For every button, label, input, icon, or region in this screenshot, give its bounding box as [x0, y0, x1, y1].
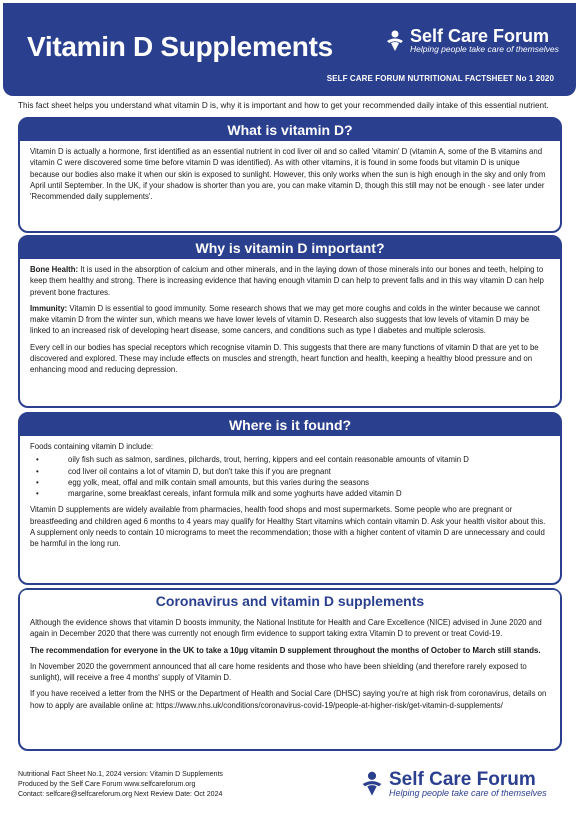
label-bone-health: Bone Health: — [30, 265, 79, 274]
paragraph-supplements: Vitamin D supplements are widely available from pharmacies, health food shops and most supermarkets. Some people who are pregnant or breastfeeding and children aged 6 months to 4 years may qualify for Healthy Start vitamins which contain vitamin D. Ask your health visitor about this. A supplement only needs to contain 10 micrograms to meet the recommendation; those with a higher content of vitamin D are unnecessary and could be harmful in the long run. — [30, 505, 546, 549]
section-why-important — [18, 235, 562, 408]
paragraph-immunity — [30, 303, 551, 337]
footer-line: Nutritional Fact Sheet No.1, 2024 version: Vitamin D Supplements — [18, 771, 223, 778]
paragraph: In November 2020 the government announced that all care home residents and those who have been shielding (and therefore rarely exposed to sunlight), will receive a free 4 months' supply of Vitamin D. — [30, 661, 527, 683]
section-what-is — [18, 117, 562, 233]
text-immunity: Vitamin D is essential to good immunity. Some research shows that we may get more coughs and colds in the winter because we cannot make vitamin D from the winter sun, which means we have lower levels of vitamin D. Research also suggests that low levels of vitamin D may be linked to an increased risk of developing heart disease, some cancers, and conditions such as type I diabetes and multiple sclerosis. — [30, 303, 540, 336]
section-heading: Why is vitamin D important? — [20, 237, 560, 259]
section-heading: Where is it found? — [20, 414, 560, 436]
section-heading: Coronavirus and vitamin D supplements — [20, 590, 560, 612]
list-item: • egg yolk, meat, offal and milk contain small amounts, but this varies during the seasons — [30, 477, 551, 488]
footer-line: Produced by the Self Care Forum www.selfcareforum.org — [18, 780, 196, 788]
footer-line: Contact: selfcare@selfcareforum.org Next Review Date: Oct 2024 — [18, 790, 223, 798]
foods-list — [30, 454, 551, 499]
recommendation-text: The recommendation for everyone in the UK to take a 10µg vitamin D supplement throughout the months of October to March still stands. — [30, 645, 541, 655]
logo-tagline: Helping people take care of themselves — [389, 788, 547, 798]
section-coronavirus — [18, 588, 562, 751]
intro-text: This fact sheet helps you understand what vitamin D is, why it is important and how to get your recommended daily intake of this essential nutrient. — [18, 101, 549, 110]
header-banner — [3, 3, 576, 96]
footer-info — [18, 770, 223, 799]
text-bone-health: It is used in the absorption of calcium and other minerals, and in the laying down of those minerals into our bones and teeth, helping to keep them healthy and strong. There is increasing evidence that having enough vitamin D can help to prevent falls and in this way vitamin D can help prevent bone fractures. — [30, 265, 544, 297]
list-item: • cod liver oil contains a lot of vitamin D, but don't take this if you are pregnant — [30, 466, 551, 477]
self-care-forum-logo-icon — [383, 29, 407, 53]
page-title: Vitamin D Supplements — [27, 31, 333, 62]
paragraph-cells: Every cell in our bodies has special receptors which recognise vitamin D. This suggests that there are many functions of vitamin D that are yet to be discovered and explored. These may include effects on muscles and strength, heart function and health, keeping a healthy blood pressure and on enhancing mood and reducing depression. — [30, 342, 539, 375]
paragraph: Although the evidence shows that vitamin D boosts immunity, the National Institute for Health and Care Excellence (NICE) advised in June 2020 and again in December 2020 that there was currently not enough firm evidence to support taking extra Vitamin D to prevent or treat Covid-19. — [30, 618, 542, 639]
paragraph-recommendation — [30, 645, 551, 656]
paragraph: Vitamin D is actually a hormone, first identified as an essential nutrient in cod liver oil and so called 'vitamin' D (vitamin A, some of the B vitamins and vitamin C were discovered some time before vitamin D was identified). As with other vitamins, it is found in some foods but vitamin D is unique because our bodies also make it when our skin is exposed to sunlight. However, this only works when the sun is high enough in the sky and only from April until September. In the UK, if your shadow is shorter than you are, you can make vitamin D, though this still may not be enough - see later under 'Recommended daily supplements'. — [30, 147, 546, 202]
paragraph-bone-health — [30, 264, 551, 298]
header-logo — [383, 27, 559, 54]
factsheet-label: SELF CARE FORUM NUTRITIONAL FACTSHEET No 1 2020 — [326, 74, 554, 83]
logo-tagline: Helping people take care of themselves — [410, 44, 559, 54]
list-item: • oily fish such as salmon, sardines, pilchards, trout, herring, kippers and eel contain reasonable amounts of vitamin D — [30, 454, 551, 465]
section-where-found — [18, 412, 562, 585]
footer-logo — [358, 770, 547, 799]
list-item: • margarine, some breakfast cereals, infant formula milk and some yoghurts have added vitamin D — [30, 488, 551, 499]
section-heading: What is vitamin D? — [20, 119, 560, 141]
logo-name: Self Care Forum — [410, 26, 550, 46]
paragraph-nhs-link[interactable]: If you have received a letter from the NHS or the Department of Health and Social Care (DHSC) saying you're at high risk from coronavirus, details on how to apply are available online at: https://www.nhs.uk/conditions/coronavirus-covid-19/people-at-higher-risk/get-vitamin-d-supplements/ — [30, 689, 547, 710]
foods-intro: Foods containing vitamin D include: — [30, 442, 154, 451]
label-immunity: Immunity: — [30, 303, 68, 313]
logo-name: Self Care Forum — [389, 769, 536, 790]
self-care-forum-logo-icon — [358, 770, 386, 798]
